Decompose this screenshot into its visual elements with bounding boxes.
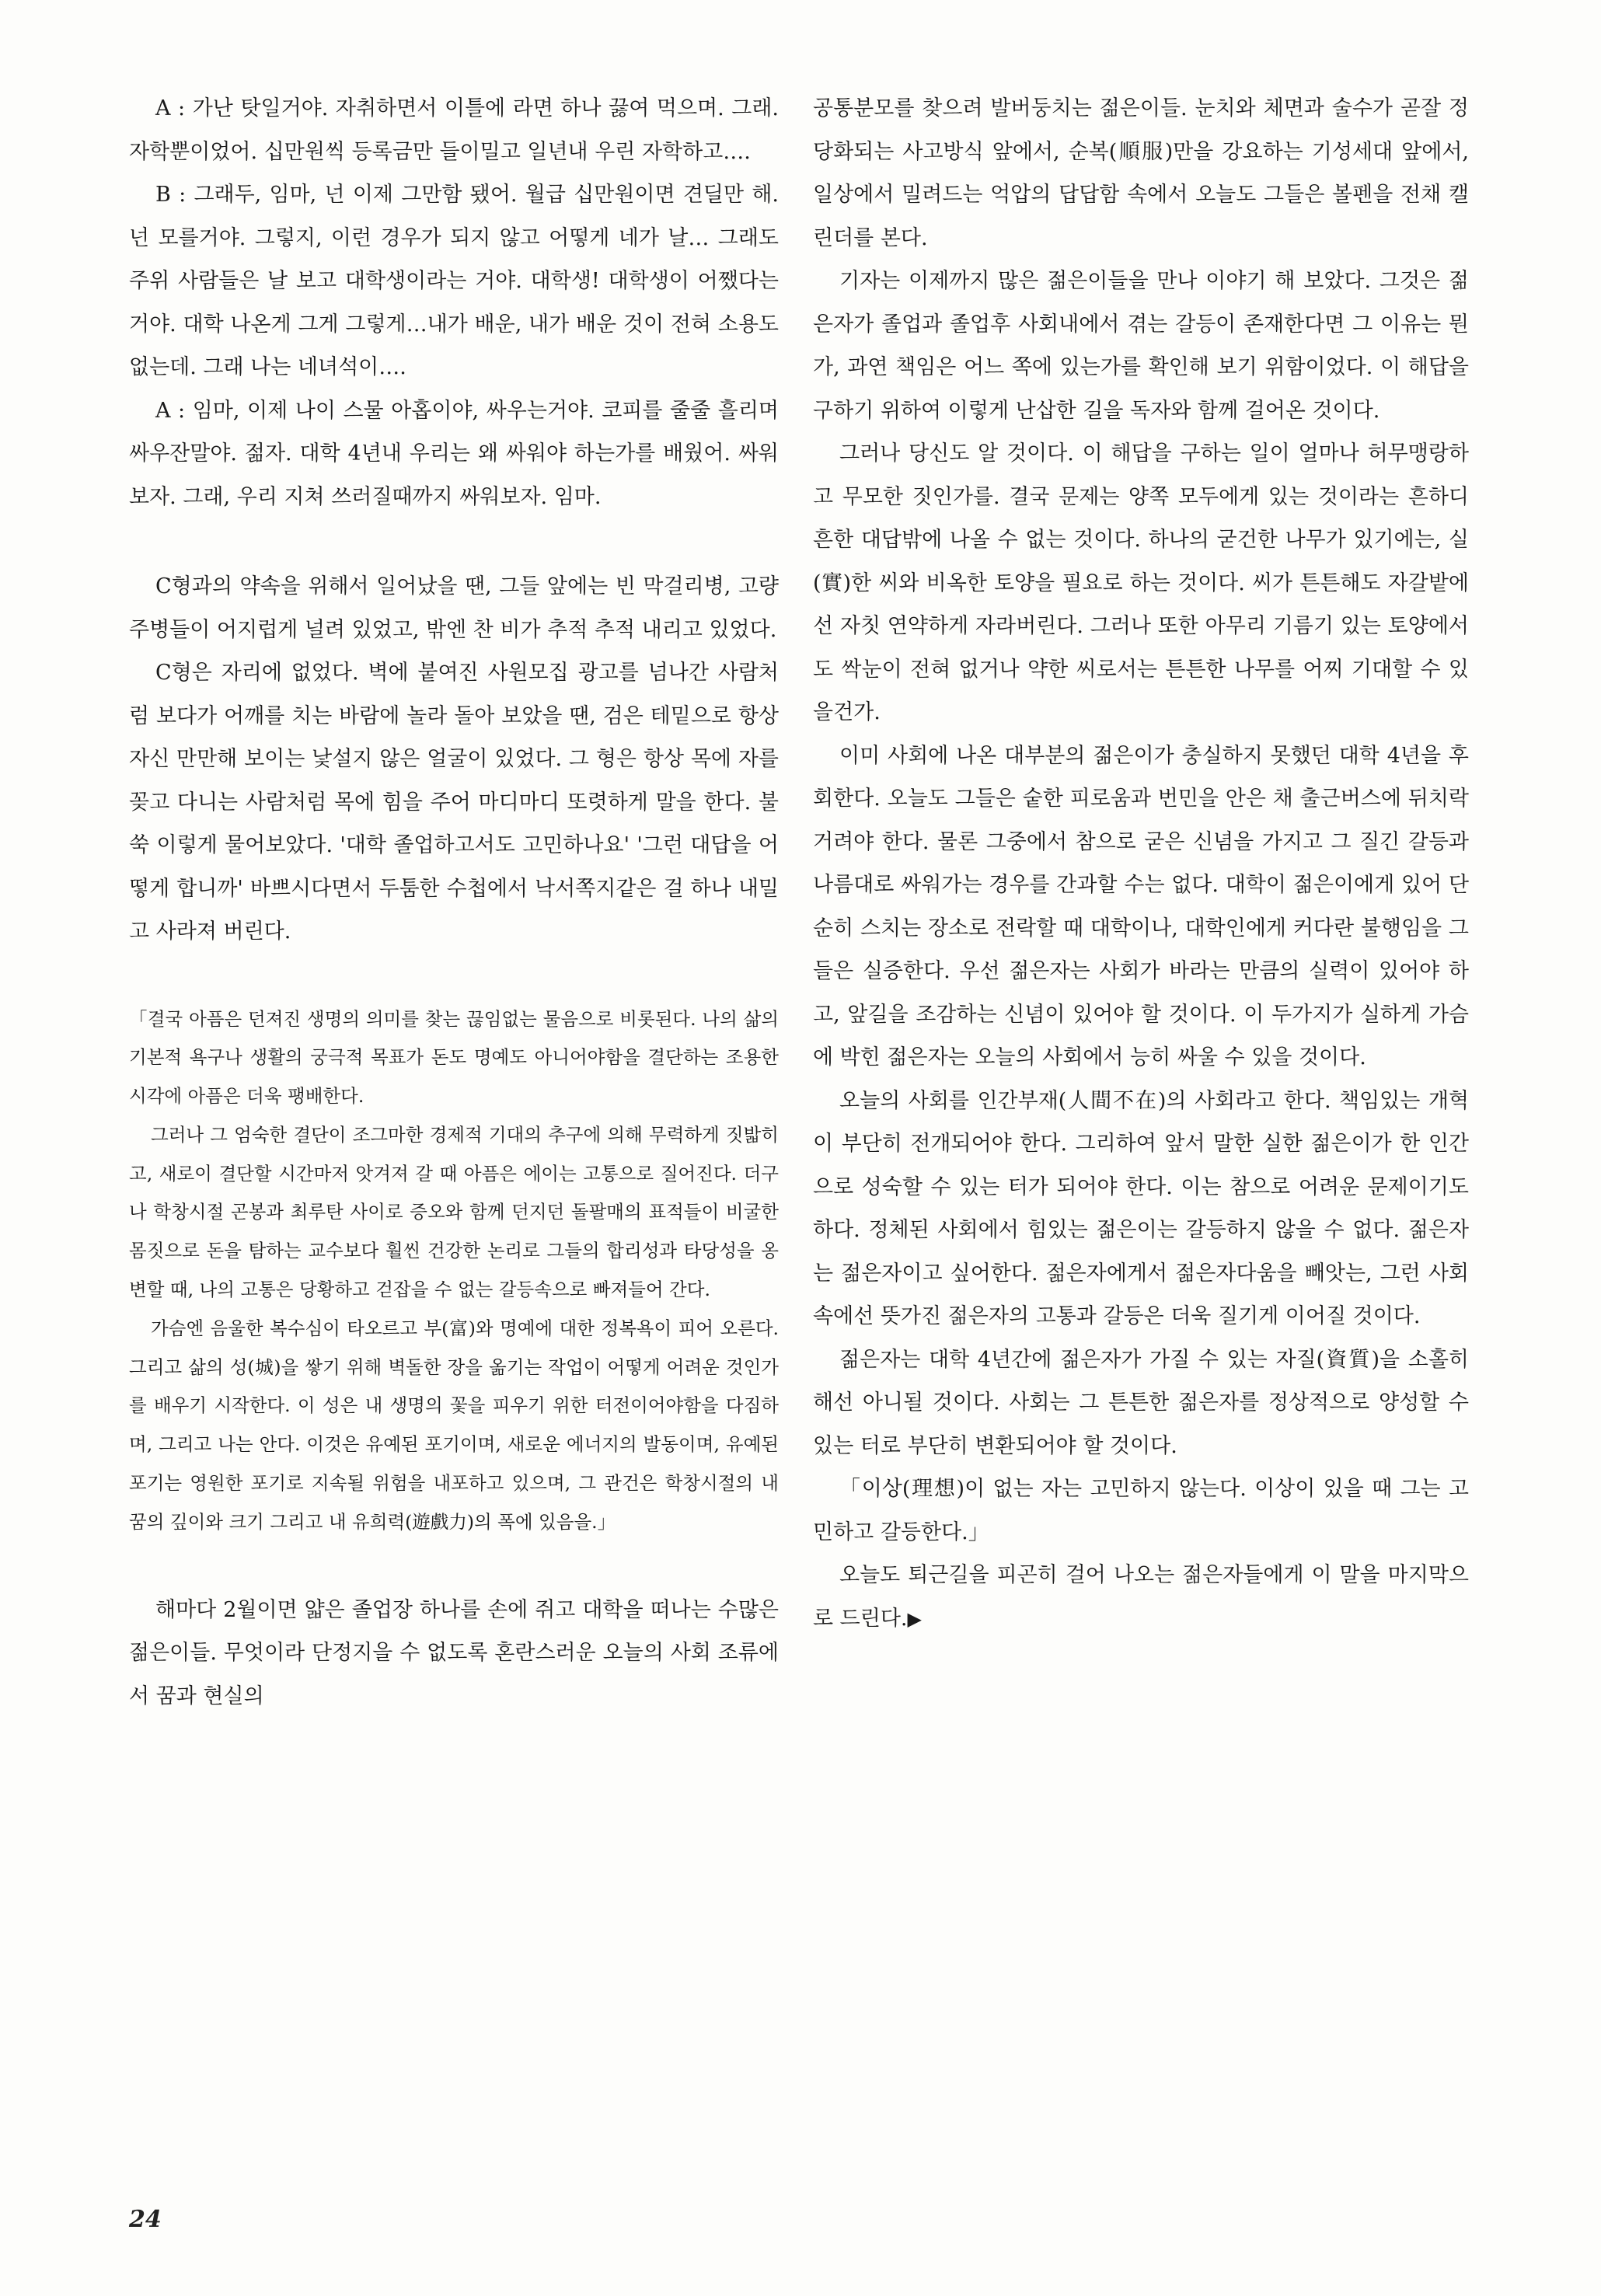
closing-paragraph: 해마다 2월이면 얇은 졸업장 하나를 손에 쥐고 대학을 떠나는 수많은 젊은이들. 무엇이라 단정지을 수 없도록 혼란스러운 오늘의 사회 조류에서 꿈과 현실의 xyxy=(129,1597,779,1708)
dialogue-line-a1: A : 가난 탓일거야. 자취하면서 이틀에 라면 하나 끓여 먹으며. 그래. 자학뿐이었어. 십만원씩 등록금만 들이밀고 일년내 우린 자학하고…. xyxy=(129,96,779,164)
quote-paragraph-3: 가슴엔 음울한 복수심이 타오르고 부(富)와 명예에 대한 정복욕이 피어 오른다. 그리고 삶의 성(城)을 쌓기 위해 벽돌한 장을 옮기는 작업이 어떻게 어려운 것인가를 배우기 시작한다. 이 성은 내 생명의 꽃을 피우기 위한 터전이어야함을 다짐하며, 그리고 나는 안다. 이것은 유예된 포기이며, 새로운 에너지의 발동이며, 유예된 포기는 영원한 포기로 지속될 위험을 내포하고 있으며, 그 관건은 학창시절의 내 꿈의 깊이와 크기 그리고 내 유희력(遊戲力)의 폭에 있음을.」 xyxy=(129,1317,779,1533)
section-spacer xyxy=(129,1542,779,1589)
body-paragraph-2: 기자는 이제까지 많은 젊은이들을 만나 이야기 해 보았다. 그것은 젊은자가 졸업과 졸업후 사회내에서 겪는 갈등이 존재한다면 그 이유는 뭔가, 과연 책임은 어느 쪽에 있는가를 확인해 보기 위함이었다. 이 해답을 구하기 위하여 이렇게 난삽한 길을 독자와 함께 걸어온 것이다. xyxy=(813,269,1469,423)
narrative-paragraph-1: C형과의 약속을 위해서 일어났을 땐, 그들 앞에는 빈 막걸리병, 고량주병들이 어지럽게 널려 있었고, 밖엔 찬 비가 추적 추적 내리고 있었다. xyxy=(129,574,779,642)
end-mark-icon: ▶ xyxy=(907,1607,922,1630)
body-paragraph-1: 공통분모를 찾으려 발버둥치는 젊은이들. 눈치와 체면과 술수가 곧잘 정당화되는 사고방식 앞에서, 순복(順服)만을 강요하는 기성세대 앞에서, 일상에서 밀려드는 억압의 답답함 속에서 오늘도 그들은 볼펜을 전채 캘린더를 본다. xyxy=(813,96,1469,250)
section-spacer xyxy=(129,954,779,1000)
body-paragraph-5: 오늘의 사회를 인간부재(人間不在)의 사회라고 한다. 책임있는 개혁이 부단히 전개되어야 한다. 그리하여 앞서 말한 실한 젊은이가 한 인간으로 성숙할 수 있는 터가 되어야 한다. 이는 참으로 어려운 문제이기도 하다. 정체된 사회에서 힘있는 젊은이는 갈등하지 않을 수 없다. 젊은자는 젊은자이고 싶어한다. 젊은자에게서 젊은자다움을 빼앗는, 그런 사회 속에선 뜻가진 젊은자의 고통과 갈등은 더욱 질기게 이어질 것이다. xyxy=(813,1088,1469,1328)
section-spacer xyxy=(129,518,779,565)
page-number: 24 xyxy=(129,2206,162,2233)
final-text: 오늘도 퇴근길을 피곤히 걸어 나오는 젊은자들에게 이 말을 마지막으로 드린다. xyxy=(813,1563,1469,1631)
left-column xyxy=(129,87,779,1718)
body-paragraph-4: 이미 사회에 나온 대부분의 젊은이가 충실하지 못했던 대학 4년을 후회한다. 오늘도 그들은 숱한 피로움과 번민을 안은 채 출근버스에 뒤치락거려야 한다. 물론 그중에서 참으로 굳은 신념을 가지고 그 질긴 갈등과 나름대로 싸워가는 경우를 간과할 수는 없다. 대학이 젊은이에게 있어 단순히 스치는 장소로 전락할 때 대학이나, 대학인에게 커다란 불행임을 그들은 실증한다. 우선 젊은자는 사회가 바라는 만큼의 실력이 있어야 하고, 앞길을 조감하는 신념이 있어야 할 것이다. 이 두가지가 실하게 가슴에 박힌 젊은자는 오늘의 사회에서 능히 싸울 수 있을 것이다. xyxy=(813,743,1469,1069)
quote-paragraph-1: 「결국 아픔은 던져진 생명의 의미를 찾는 끊임없는 물음으로 비롯된다. 나의 삶의 기본적 욕구나 생활의 궁극적 목표가 돈도 명예도 아니어야함을 결단하는 조용한 시각에 아픔은 더욱 팽배한다. xyxy=(129,1007,779,1108)
dialogue-line-a2: A : 임마, 이제 나이 스물 아홉이야, 싸우는거야. 코피를 줄줄 흘리며 싸우잔말야. 젊자. 대학 4년내 우리는 왜 싸워야 하는가를 배웠어. 싸워보자. 그래, 우리 지쳐 쓰러질때까지 싸워보자. 임마. xyxy=(129,398,779,509)
final-paragraph xyxy=(813,1554,1469,1641)
quote-paragraph-2: 그러나 그 엄숙한 결단이 조그마한 경제적 기대의 추구에 의해 무력하게 짓밟히고, 새로이 결단할 시간마저 앗겨져 갈 때 아픔은 에이는 고통으로 질어진다. 더구나 학창시절 곤봉과 최루탄 사이로 증오와 함께 던지던 돌팔매의 표적들이 비굴한 몸짓으로 돈을 탐하는 교수보다 훨씬 건강한 논리로 그들의 합리성과 타당성을 옹변할 때, 나의 고통은 당황하고 걷잡을 수 없는 갈등속으로 빠져들어 간다. xyxy=(129,1123,779,1301)
body-paragraph-3: 그러나 당신도 알 것이다. 이 해답을 구하는 일이 얼마나 허무맹랑하고 무모한 짓인가를. 결국 문제는 양쪽 모두에게 있는 것이라는 흔하디 흔한 대답밖에 나올 수 없는 것이다. 하나의 굳건한 나무가 있기에는, 실(實)한 씨와 비옥한 토양을 필요로 하는 것이다. 씨가 튼튼해도 자갈밭에선 자칫 연약하게 자라버린다. 그러나 또한 아무리 기름기 있는 토양에서도 싹눈이 전혀 없거나 약한 씨로서는 튼튼한 나무를 어찌 기대할 수 있을건가. xyxy=(813,441,1469,724)
body-paragraph-7: 「이상(理想)이 없는 자는 고민하지 않는다. 이상이 있을 때 그는 고민하고 갈등한다.」 xyxy=(813,1477,1469,1544)
dialogue-line-b: B : 그래두, 임마, 넌 이제 그만함 됐어. 월급 십만원이면 견딜만 해. 넌 모를거야. 그렇지, 이런 경우가 되지 않고 어떻게 네가 날… 그래도 주위 사람들은 날 보고 대학생이라는 거야. 대학생! 대학생이 어쨌다는 거야. 대학 나온게 그게 그렇게…내가 배운, 내가 배운 것이 전혀 소용도 없는데. 그래 나는 네녀석이…. xyxy=(129,183,779,379)
narrative-paragraph-2: C형은 자리에 없었다. 벽에 붙여진 사원모집 광고를 넘나간 사람처럼 보다가 어깨를 치는 바람에 놀라 돌아 보았을 땐, 검은 테밑으로 항상 자신 만만해 보이는 낯설지 않은 얼굴이 있었다. 그 형은 항상 목에 자를 꽂고 다니는 사람처럼 목에 힘을 주어 마디마디 또렷하게 말을 한다. 불쑥 이렇게 물어보았다. '대학 졸업하고서도 고민하나요' '그런 대답을 어떻게 합니까' 바쁘시다면서 두툼한 수첩에서 낙서쪽지같은 걸 하나 내밀고 사라져 버린다. xyxy=(129,661,779,944)
right-column xyxy=(813,87,1469,1641)
body-paragraph-6: 젊은자는 대학 4년간에 젊은자가 가질 수 있는 자질(資質)을 소홀히 해선 아니될 것이다. 사회는 그 튼튼한 젊은자를 정상적으로 양성할 수 있는 터로 부단히 변환되어야 할 것이다. xyxy=(813,1347,1469,1458)
